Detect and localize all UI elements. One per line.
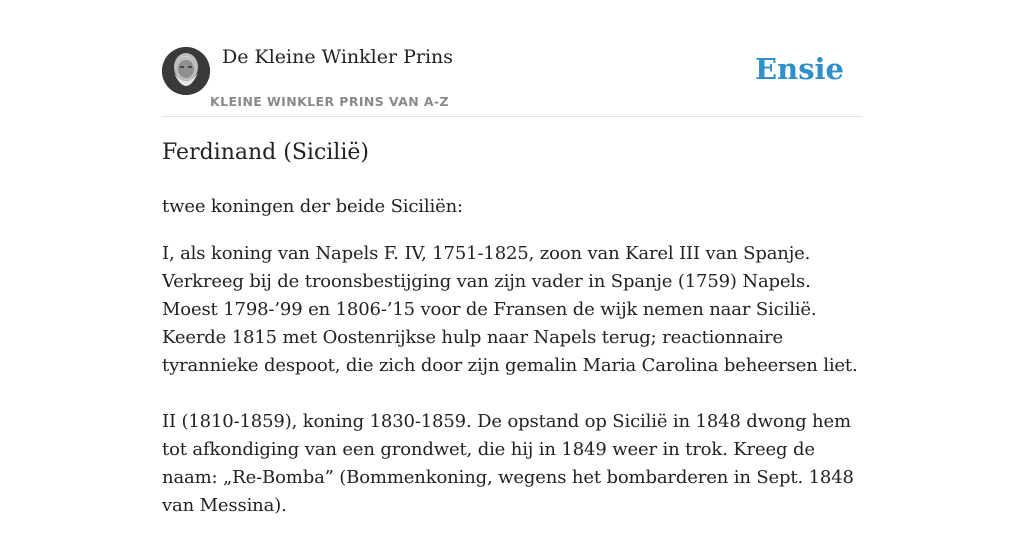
- article-intro: twee koningen der beide Siciliën:: [162, 196, 463, 217]
- article-paragraph-1: I, als koning van Napels F. IV, 1751-1825, zoon van Karel III van Spanje. Verkreeg bij de troonsbestijging van zijn vader in Spanje (1759) Napels. Moest 1798-’99 en 1806-’15 voor de Fransen de wijk nemen naar Sicilië. Keerde 1815 met Oostenrijkse hulp naar Napels terug; reactionnaire tyrannieke despoot, die zich door zijn gemalin Maria Carolina beheersen liet.: [162, 243, 858, 376]
- article-paragraph-2: II (1810-1859), koning 1830-1859. De opstand op Sicilië in 1848 dwong hem tot afkondiging van een grondwet, die hij in 1849 weer in trok. Kreeg de naam: „Re-Bomba” (Bommenkoning, wegens het bombarderen in Sept. 1848 van Messina).: [162, 411, 854, 516]
- article-title: Ferdinand (Sicilië): [162, 140, 369, 165]
- brand-logo[interactable]: Ensie: [755, 52, 844, 86]
- bearded-man-portrait-icon: [162, 47, 210, 95]
- article-card: [162, 0, 862, 516]
- article-body: [162, 193, 862, 548]
- source-subtitle[interactable]: KLEINE WINKLER PRINS VAN A-Z: [210, 94, 449, 109]
- header: [162, 0, 862, 117]
- author-avatar[interactable]: [162, 47, 210, 95]
- source-name[interactable]: De Kleine Winkler Prins: [222, 46, 454, 68]
